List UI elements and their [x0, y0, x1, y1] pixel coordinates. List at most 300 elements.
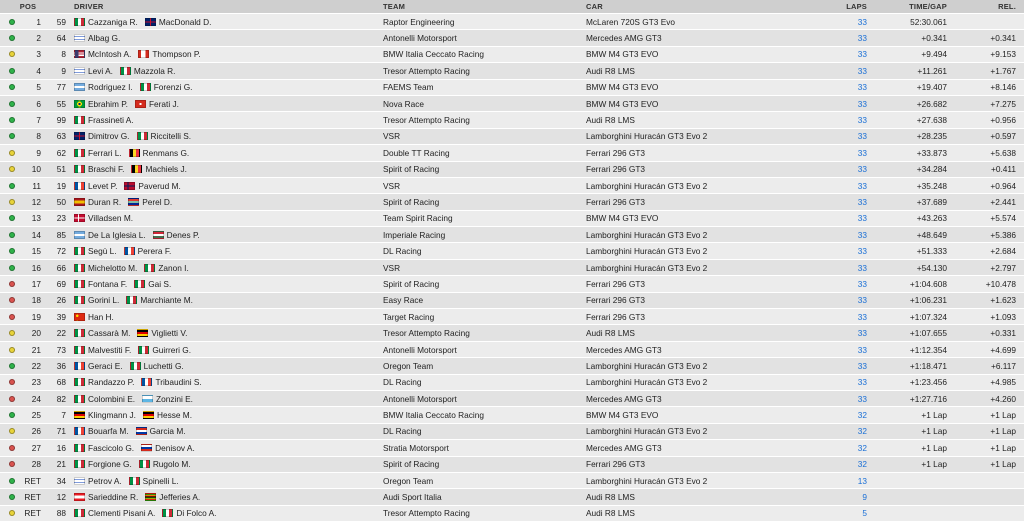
team-name[interactable]: Oregon Team — [383, 360, 434, 371]
driver1-name[interactable]: Duran R. — [88, 196, 122, 207]
drivers[interactable] — [74, 489, 374, 504]
driver2-flag-icon — [142, 395, 153, 403]
status-indicator — [9, 424, 19, 439]
team-name[interactable]: Tresor Attempto Racing — [383, 115, 470, 126]
table-row[interactable] — [0, 62, 1024, 78]
time-gap: +1 Lap — [921, 426, 947, 437]
drivers[interactable] — [74, 14, 374, 29]
driver2-flag-icon — [139, 460, 150, 468]
laps-link[interactable]: 32 — [857, 442, 867, 453]
driver1-name[interactable]: Frassineti A. — [88, 115, 134, 126]
position: 11 — [32, 180, 41, 191]
driver2-name[interactable]: Mazzola R. — [133, 65, 176, 76]
driver2-flag-icon — [137, 132, 148, 140]
driver1-name[interactable]: Ferrari L. — [88, 147, 122, 158]
drivers[interactable] — [74, 194, 374, 209]
table-row[interactable] — [0, 505, 1024, 521]
team-name[interactable]: DL Racing — [383, 426, 422, 437]
driver1-name[interactable]: Cassarà M. — [88, 328, 131, 339]
position: 10 — [31, 164, 41, 175]
car-model: Mercedes AMG GT3 — [586, 393, 662, 404]
car-number: 7 — [61, 410, 66, 421]
drivers[interactable] — [74, 440, 374, 455]
driver2-name[interactable]: Tribaudini S. — [155, 377, 202, 388]
driver1-flag-icon — [74, 34, 85, 42]
car-model: Mercedes AMG GT3 — [586, 442, 662, 453]
position: 27 — [31, 442, 41, 453]
table-row[interactable] — [0, 242, 1024, 258]
header-pos[interactable]: POS — [19, 2, 37, 11]
driver1-flag-icon — [74, 264, 85, 272]
driver1-flag-icon — [74, 460, 85, 468]
relative-gap: +1.767 — [990, 65, 1016, 76]
car-number: 72 — [56, 246, 66, 257]
driver2-name[interactable]: Hesse M. — [156, 410, 193, 421]
driver2-flag-icon — [136, 427, 147, 435]
header-gap[interactable]: TIME/GAP — [909, 2, 947, 11]
team-name[interactable]: Double TT Racing — [383, 147, 450, 158]
car-number: 36 — [56, 360, 66, 371]
laps-link[interactable]: 33 — [857, 131, 867, 142]
driver1-name[interactable]: Braschi F. — [88, 164, 125, 175]
car-model: BMW M4 GT3 EVO — [586, 98, 659, 109]
team-name[interactable]: DL Racing — [383, 377, 422, 388]
laps-link[interactable]: 33 — [857, 295, 867, 306]
driver2-flag-icon — [144, 264, 155, 272]
laps-link[interactable]: 33 — [857, 311, 867, 322]
table-row[interactable] — [0, 13, 1024, 29]
car-model: Lamborghini Huracán GT3 Evo 2 — [586, 131, 708, 142]
drivers[interactable] — [74, 211, 374, 226]
drivers[interactable] — [74, 162, 374, 177]
driver2-name[interactable]: Jefferies A. — [159, 492, 201, 503]
driver1-flag-icon — [74, 395, 85, 403]
driver1-flag-icon — [74, 182, 85, 190]
time-gap: +1 Lap — [921, 459, 947, 470]
team-name[interactable]: Antonelli Motorsport — [383, 33, 457, 44]
team-name[interactable]: Target Racing — [383, 311, 435, 322]
team-name[interactable]: Oregon Team — [383, 475, 434, 486]
time-gap: +54.130 — [916, 262, 947, 273]
status-dot — [9, 117, 15, 123]
table-row[interactable] — [0, 275, 1024, 291]
car-model: Audi R8 LMS — [586, 328, 635, 339]
driver1-flag-icon — [74, 427, 85, 435]
team-name[interactable]: Audi Sport Italia — [383, 492, 442, 503]
table-row[interactable] — [0, 341, 1024, 357]
driver2-name[interactable]: Rugolo M. — [152, 459, 191, 470]
time-gap: +1:07.655 — [909, 328, 947, 339]
driver2-flag-icon — [129, 477, 140, 485]
drivers[interactable] — [74, 407, 374, 422]
driver2-name[interactable]: Guirreri G. — [152, 344, 192, 355]
driver2-name[interactable]: Gai S. — [148, 278, 172, 289]
driver2-name[interactable]: Renmans G. — [142, 147, 190, 158]
laps-link[interactable]: 33 — [857, 196, 867, 207]
time-gap: +35.248 — [916, 180, 947, 191]
car-model: Lamborghini Huracán GT3 Evo 2 — [586, 360, 708, 371]
laps-link[interactable]: 9 — [862, 492, 867, 503]
team-name[interactable]: Raptor Engineering — [383, 16, 455, 27]
status-dot — [9, 478, 15, 484]
driver1-name[interactable]: Dimitrov G. — [88, 131, 130, 142]
drivers[interactable] — [74, 30, 374, 45]
header-laps[interactable]: LAPS — [846, 2, 867, 11]
drivers[interactable] — [74, 260, 374, 275]
team-name[interactable]: Stratia Motorsport — [383, 442, 449, 453]
time-gap: +1:06.231 — [909, 295, 947, 306]
laps-link[interactable]: 33 — [857, 16, 867, 27]
driver1-name[interactable]: Segù L. — [88, 246, 117, 257]
driver1-name[interactable]: Clementi Pisani A. — [88, 508, 156, 519]
driver1-name[interactable]: Malvestiti F. — [88, 344, 132, 355]
team-name[interactable]: FAEMS Team — [383, 82, 434, 93]
drivers[interactable] — [74, 473, 374, 488]
driver1-flag-icon — [74, 280, 85, 288]
car-number: 69 — [56, 278, 66, 289]
status-indicator — [9, 309, 19, 324]
laps-link[interactable]: 32 — [857, 459, 867, 470]
team-name[interactable]: Tresor Attempto Racing — [383, 65, 470, 76]
header-driver[interactable]: DRIVER — [74, 2, 104, 11]
driver1-name[interactable]: Gorini L. — [88, 295, 120, 306]
position: 2 — [36, 33, 41, 44]
relative-gap — [950, 473, 1016, 488]
drivers[interactable] — [74, 391, 374, 406]
table-row[interactable] — [0, 406, 1024, 422]
laps-link[interactable]: 33 — [857, 164, 867, 175]
driver1-name[interactable]: Randazzo P. — [88, 377, 135, 388]
driver2-flag-icon — [135, 100, 146, 108]
car-number: 16 — [56, 442, 66, 453]
relative-gap: +0.964 — [990, 180, 1016, 191]
laps-link[interactable]: 13 — [857, 475, 867, 486]
drivers[interactable] — [74, 358, 374, 373]
driver2-name[interactable]: Riccitelli S. — [150, 131, 192, 142]
relative-gap: +0.341 — [990, 33, 1016, 44]
laps-link[interactable]: 33 — [857, 246, 867, 257]
car-model: Lamborghini Huracán GT3 Evo 2 — [586, 377, 708, 388]
laps-link[interactable]: 33 — [857, 262, 867, 273]
team-name[interactable]: Team Spirit Racing — [383, 213, 453, 224]
driver1-flag-icon — [74, 132, 85, 140]
driver2-name[interactable]: Spinelli L. — [142, 475, 179, 486]
driver1-flag-icon — [74, 214, 85, 222]
relative-gap: +1 Lap — [990, 442, 1016, 453]
driver1-name[interactable]: Colombini E. — [88, 393, 136, 404]
table-row[interactable] — [0, 226, 1024, 242]
laps-link[interactable]: 33 — [857, 229, 867, 240]
drivers[interactable] — [74, 309, 374, 324]
table-row[interactable] — [0, 161, 1024, 177]
car-model: Audi R8 LMS — [586, 508, 635, 519]
relative-gap: +7.275 — [990, 98, 1016, 109]
driver2-name[interactable]: Luchetti G. — [143, 360, 184, 371]
drivers[interactable] — [74, 47, 374, 62]
driver1-flag-icon — [74, 247, 85, 255]
table-row[interactable] — [0, 95, 1024, 111]
drivers[interactable] — [74, 112, 374, 127]
status-indicator — [9, 407, 19, 422]
team-name[interactable]: Imperiale Racing — [383, 229, 446, 240]
driver2-name[interactable]: Marchiante M. — [140, 295, 193, 306]
header-team[interactable]: TEAM — [383, 2, 406, 11]
drivers[interactable] — [74, 506, 374, 521]
laps-link[interactable]: 32 — [857, 426, 867, 437]
driver2-flag-icon — [120, 67, 131, 75]
driver1-flag-icon — [74, 165, 85, 173]
laps-link[interactable]: 33 — [857, 393, 867, 404]
laps-link[interactable]: 33 — [857, 213, 867, 224]
drivers[interactable] — [74, 276, 374, 291]
status-indicator — [9, 473, 19, 488]
status-dot — [9, 461, 15, 467]
car-number: 62 — [56, 147, 66, 158]
relative-gap: +6.117 — [991, 360, 1016, 371]
status-dot — [9, 494, 15, 500]
car-number: 59 — [56, 16, 66, 27]
status-dot — [9, 396, 15, 402]
relative-gap: +10.478 — [985, 278, 1016, 289]
table-row[interactable] — [0, 111, 1024, 127]
laps-link[interactable]: 33 — [857, 147, 867, 158]
position: 9 — [36, 147, 41, 158]
table-row[interactable] — [0, 456, 1024, 472]
time-gap: +1 Lap — [921, 410, 947, 421]
drivers[interactable] — [74, 227, 374, 242]
relative-gap: +1 Lap — [990, 459, 1016, 470]
laps-link[interactable]: 33 — [857, 278, 867, 289]
laps-link[interactable]: 33 — [857, 377, 867, 388]
driver1-name[interactable]: Cazzaniga R. — [88, 16, 138, 27]
laps-link[interactable]: 33 — [857, 115, 867, 126]
car-number: 12 — [56, 492, 66, 503]
car-model: McLaren 720S GT3 Evo — [586, 16, 676, 27]
driver2-name[interactable]: MacDonald D. — [158, 16, 212, 27]
drivers[interactable] — [74, 325, 374, 340]
driver1-flag-icon — [74, 149, 85, 157]
table-row[interactable] — [0, 79, 1024, 95]
laps-link[interactable]: 32 — [857, 410, 867, 421]
driver2-name[interactable]: Di Folco A. — [176, 508, 217, 519]
team-name[interactable]: BMW Italia Ceccato Racing — [383, 49, 484, 60]
status-indicator — [9, 178, 19, 193]
status-indicator — [9, 391, 19, 406]
time-gap: +26.682 — [916, 98, 947, 109]
status-dot — [9, 265, 15, 271]
laps-link[interactable]: 33 — [857, 344, 867, 355]
laps-link[interactable]: 33 — [857, 180, 867, 191]
position: 21 — [31, 344, 41, 355]
team-name[interactable]: DL Racing — [383, 246, 422, 257]
time-gap — [870, 489, 947, 504]
drivers[interactable] — [74, 243, 374, 258]
time-gap: +28.235 — [916, 131, 947, 142]
table-row[interactable] — [0, 439, 1024, 455]
position: 17 — [31, 278, 41, 289]
driver2-name[interactable]: Zonzini E. — [156, 393, 193, 404]
driver2-name[interactable]: Paverud M. — [138, 180, 181, 191]
table-row[interactable] — [0, 308, 1024, 324]
time-gap: +48.649 — [916, 229, 947, 240]
laps-link[interactable]: 33 — [857, 65, 867, 76]
status-dot — [9, 412, 15, 418]
table-row[interactable] — [0, 259, 1024, 275]
time-gap: +1 Lap — [921, 442, 947, 453]
driver1-name[interactable]: Rodriguez I. — [88, 82, 133, 93]
time-gap: 52:30.061 — [910, 16, 947, 27]
status-dot — [9, 183, 15, 189]
driver2-name[interactable]: Perera F. — [137, 246, 172, 257]
table-row[interactable] — [0, 374, 1024, 390]
position: 8 — [36, 131, 41, 142]
relative-gap: +0.956 — [990, 115, 1016, 126]
team-name[interactable]: Spirit of Racing — [383, 196, 440, 207]
table-row[interactable] — [0, 46, 1024, 62]
drivers[interactable] — [74, 145, 374, 160]
driver2-name[interactable]: Machiels J. — [145, 164, 187, 175]
team-name[interactable]: VSR — [383, 262, 401, 273]
status-indicator — [9, 30, 19, 45]
driver1-name[interactable]: Levet P. — [88, 180, 118, 191]
team-name[interactable]: VSR — [383, 180, 401, 191]
driver1-name[interactable]: Fascicolo G. — [88, 442, 135, 453]
driver1-name[interactable]: Bouarfa M. — [88, 426, 129, 437]
driver2-flag-icon — [129, 149, 140, 157]
relative-gap: +4.260 — [990, 393, 1016, 404]
status-dot — [9, 297, 15, 303]
table-row[interactable] — [0, 29, 1024, 45]
driver1-name[interactable]: Forgione G. — [88, 459, 132, 470]
header-car[interactable]: CAR — [586, 2, 603, 11]
table-row[interactable] — [0, 144, 1024, 160]
driver2-name[interactable]: Garcia M. — [149, 426, 186, 437]
car-model: Ferrari 296 GT3 — [586, 147, 646, 158]
drivers[interactable] — [74, 293, 374, 308]
driver1-name[interactable]: Villadsen M. — [88, 213, 134, 224]
drivers[interactable] — [74, 80, 374, 95]
driver1-name[interactable]: McIntosh A. — [88, 49, 132, 60]
laps-link[interactable]: 33 — [857, 49, 867, 60]
table-row[interactable] — [0, 193, 1024, 209]
driver1-name[interactable]: Geraci E. — [88, 360, 123, 371]
team-name[interactable]: Tresor Attempto Racing — [383, 508, 470, 519]
drivers[interactable] — [74, 129, 374, 144]
driver1-name[interactable]: Sarieddine R. — [88, 492, 139, 503]
driver1-name[interactable]: Han H. — [88, 311, 114, 322]
team-name[interactable]: VSR — [383, 131, 401, 142]
driver2-name[interactable]: Perel D. — [142, 196, 173, 207]
driver1-name[interactable]: Petrov A. — [88, 475, 122, 486]
status-dot — [9, 51, 15, 57]
header-rel[interactable]: REL. — [998, 2, 1016, 11]
car-model: BMW M4 GT3 EVO — [586, 410, 659, 421]
drivers[interactable] — [74, 342, 374, 357]
car-number: 8 — [61, 49, 66, 60]
drivers[interactable] — [74, 63, 374, 78]
driver1-name[interactable]: Levi A. — [88, 65, 113, 76]
car-number: 73 — [56, 344, 66, 355]
table-row[interactable] — [0, 210, 1024, 226]
drivers[interactable] — [74, 96, 374, 111]
team-name[interactable]: Easy Race — [383, 295, 424, 306]
table-row[interactable] — [0, 357, 1024, 373]
driver1-name[interactable]: Klingmann J. — [88, 410, 136, 421]
status-dot — [9, 428, 15, 434]
driver2-flag-icon — [124, 182, 135, 190]
driver1-name[interactable]: Michelotto M. — [88, 262, 138, 273]
driver1-name[interactable]: Fontana F. — [88, 278, 128, 289]
table-row[interactable] — [0, 488, 1024, 504]
status-dot — [9, 314, 15, 320]
driver2-flag-icon — [140, 83, 151, 91]
table-row[interactable] — [0, 128, 1024, 144]
table-row[interactable] — [0, 423, 1024, 439]
laps-link[interactable]: 33 — [857, 82, 867, 93]
team-name[interactable]: Spirit of Racing — [383, 459, 440, 470]
laps-link[interactable]: 5 — [862, 508, 867, 519]
driver2-name[interactable]: Viglietti V. — [151, 328, 188, 339]
driver2-flag-icon — [145, 493, 156, 501]
driver2-name[interactable]: Denes P. — [166, 229, 200, 240]
status-dot — [9, 166, 15, 172]
position: RET — [24, 475, 41, 486]
driver2-name[interactable]: Ferati J. — [148, 98, 179, 109]
status-dot — [9, 35, 15, 41]
laps-link[interactable]: 33 — [857, 328, 867, 339]
laps-link[interactable]: 33 — [857, 98, 867, 109]
driver2-name[interactable]: Thompson P. — [152, 49, 201, 60]
team-name[interactable]: Spirit of Racing — [383, 164, 440, 175]
relative-gap: +1.093 — [990, 311, 1016, 322]
driver1-name[interactable]: Albag G. — [88, 33, 121, 44]
team-name[interactable]: Nova Race — [383, 98, 425, 109]
driver1-name[interactable]: Ebrahim P. — [88, 98, 128, 109]
status-indicator — [9, 47, 19, 62]
team-name[interactable]: Antonelli Motorsport — [383, 344, 457, 355]
driver1-flag-icon — [74, 362, 85, 370]
car-model: BMW M4 GT3 EVO — [586, 82, 659, 93]
team-name[interactable]: Antonelli Motorsport — [383, 393, 457, 404]
team-name[interactable]: Spirit of Racing — [383, 278, 440, 289]
drivers[interactable] — [74, 375, 374, 390]
table-row[interactable] — [0, 177, 1024, 193]
time-gap: +1:12.354 — [909, 344, 947, 355]
table-row[interactable] — [0, 292, 1024, 308]
laps-link[interactable]: 33 — [857, 360, 867, 371]
driver2-name[interactable]: Denisov A. — [155, 442, 195, 453]
driver1-name[interactable]: De La Iglesia L. — [88, 229, 146, 240]
table-row[interactable] — [0, 390, 1024, 406]
drivers[interactable] — [74, 178, 374, 193]
driver2-name[interactable]: Forenzi G. — [153, 82, 193, 93]
status-indicator — [9, 260, 19, 275]
relative-gap: +9.153 — [990, 49, 1016, 60]
driver2-name[interactable]: Zanon I. — [158, 262, 189, 273]
car-number: 55 — [56, 98, 66, 109]
relative-gap: +0.331 — [990, 328, 1016, 339]
team-name[interactable]: Tresor Attempto Racing — [383, 328, 470, 339]
position: 16 — [31, 262, 41, 273]
drivers[interactable] — [74, 424, 374, 439]
table-row[interactable] — [0, 472, 1024, 488]
drivers[interactable] — [74, 457, 374, 472]
team-name[interactable]: BMW Italia Ceccato Racing — [383, 410, 484, 421]
table-row[interactable] — [0, 324, 1024, 340]
laps-link[interactable]: 33 — [857, 33, 867, 44]
driver1-flag-icon — [74, 509, 85, 517]
status-dot — [9, 510, 15, 516]
